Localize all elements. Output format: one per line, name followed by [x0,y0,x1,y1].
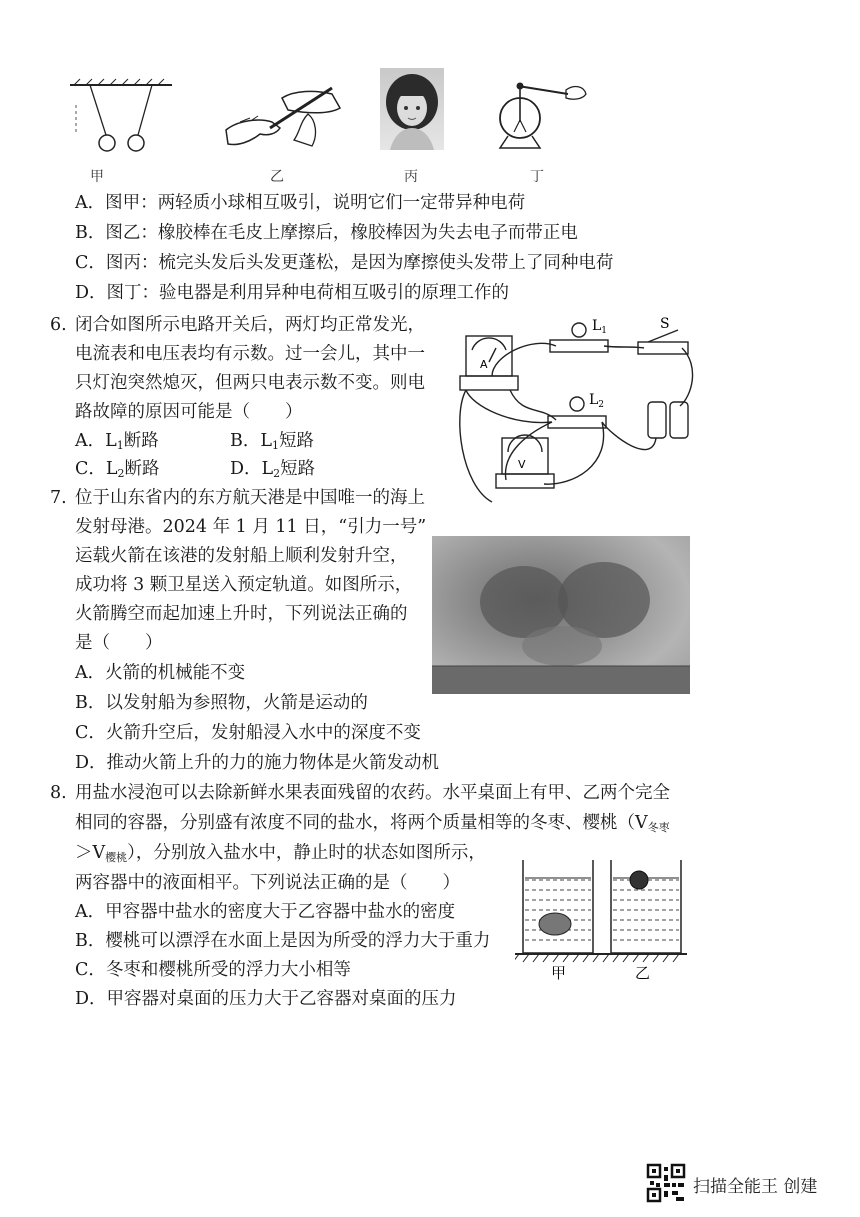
circuit-diagram [452,316,702,506]
q6-option-c: C．$L_2$断路 [75,459,160,480]
q8-stem-line: 两容器中的液面相平。下列说法正确的是（ ） [75,873,460,893]
q7-stem-line: 运载火箭在该港的发射船上顺利发射升空， [75,546,408,566]
q6-stem-line: 只灯泡突然熄灭，但两只电表示数不变。则电 [75,373,425,393]
ammeter-label: A [480,358,488,371]
q7-option-a: A．火箭的机械能不变 [75,663,246,683]
q6-stem-line: 闭合如图所示电路开关后，两灯均正常发光， [75,315,425,335]
q7-stem-line: 是（ ） [75,633,163,653]
q5-option-c: C．图丙：梳完头发后头发更蓬松，是因为摩擦使头发带上了同种电荷 [75,253,614,273]
voltmeter-label: V [518,458,526,471]
figure-jia-pith-balls [62,75,187,165]
q7-stem-line: 成功将 3 颗卫星送入预定轨道。如图所示， [75,575,413,595]
q7-option-c: C．火箭升空后，发射船浸入水中的深度不变 [75,723,421,743]
q8-option-b: B．樱桃可以漂浮在水面上是因为所受的浮力大于重力 [75,931,491,951]
q6-stem-line: 电流表和电压表均有示数。过一会儿，其中一 [75,344,425,364]
l1-label: $L_1$ [592,318,608,336]
q8-option-c: C．冬枣和樱桃所受的浮力大小相等 [75,960,351,980]
q6-number: 6. [50,315,67,335]
jujube [539,913,571,935]
q8-option-a: A．甲容器中盐水的密度大于乙容器中盐水的密度 [75,902,456,922]
q5-option-b: B．图乙：橡胶棒在毛皮上摩擦后，橡胶棒因为失去电子而带正电 [75,223,578,243]
switch-label: S [660,316,670,332]
q8-option-d: D．甲容器对桌面的压力大于乙容器对桌面的压力 [75,989,457,1009]
q7-option-d: D．推动火箭上升的力的施力物体是火箭发动机 [75,753,440,773]
l2-label: $L_2$ [589,392,605,410]
q7-option-b: B．以发射船为参照物，火箭是运动的 [75,693,368,713]
cherry [630,871,648,889]
figure-ding-electroscope [490,72,590,162]
caption-ding: 丁 [530,169,544,185]
caption-yi: 乙 [270,169,284,185]
q7-stem-line: 火箭腾空而起加速上升时，下列说法正确的 [75,604,408,624]
figure-bing-hair-photo [380,68,444,150]
rocket-launch-photo [432,536,690,694]
q5-option-d: D．图丁：验电器是利用异种电荷相互吸引的原理工作的 [75,283,510,303]
q8-stem-line: 相同的容器，分别盛有浓度不同的盐水，将两个质量相等的冬枣、樱桃（$V_{冬枣}$ [75,813,670,834]
caption-jia: 甲 [90,169,104,185]
figure-yi-rubbing-rod [220,80,350,165]
q8-stem-line: $>V_{樱桃}$），分别放入盐水中，静止时的状态如图所示， [75,843,486,864]
container-yi-label: 乙 [635,964,651,982]
container-jia-label: 甲 [551,964,567,982]
q5-option-a: A．图甲：两轻质小球相互吸引，说明它们一定带异种电荷 [75,193,526,213]
q6-option-d: D．$L_2$短路 [230,459,316,480]
q7-number: 7. [50,488,67,508]
q6-stem-line: 路故障的原因可能是（ ） [75,402,303,422]
containers-figure [515,858,690,983]
q7-stem-line: 发射母港。2024 年 1 月 11 日，“引力一号” [75,517,427,537]
watermark-text: 扫描全能王 创建 [693,1177,818,1197]
q7-stem-line: 位于山东省内的东方航天港是中国唯一的海上 [75,488,425,508]
q6-option-a: A．$L_1$断路 [75,431,159,452]
q8-stem-line: 用盐水浸泡可以去除新鲜水果表面残留的农药。水平桌面上有甲、乙两个完全 [75,783,670,803]
q6-option-b: B．$L_1$短路 [230,431,314,452]
qr-code-icon [646,1163,686,1203]
q8-number: 8. [50,783,67,803]
caption-bing: 丙 [404,169,418,185]
